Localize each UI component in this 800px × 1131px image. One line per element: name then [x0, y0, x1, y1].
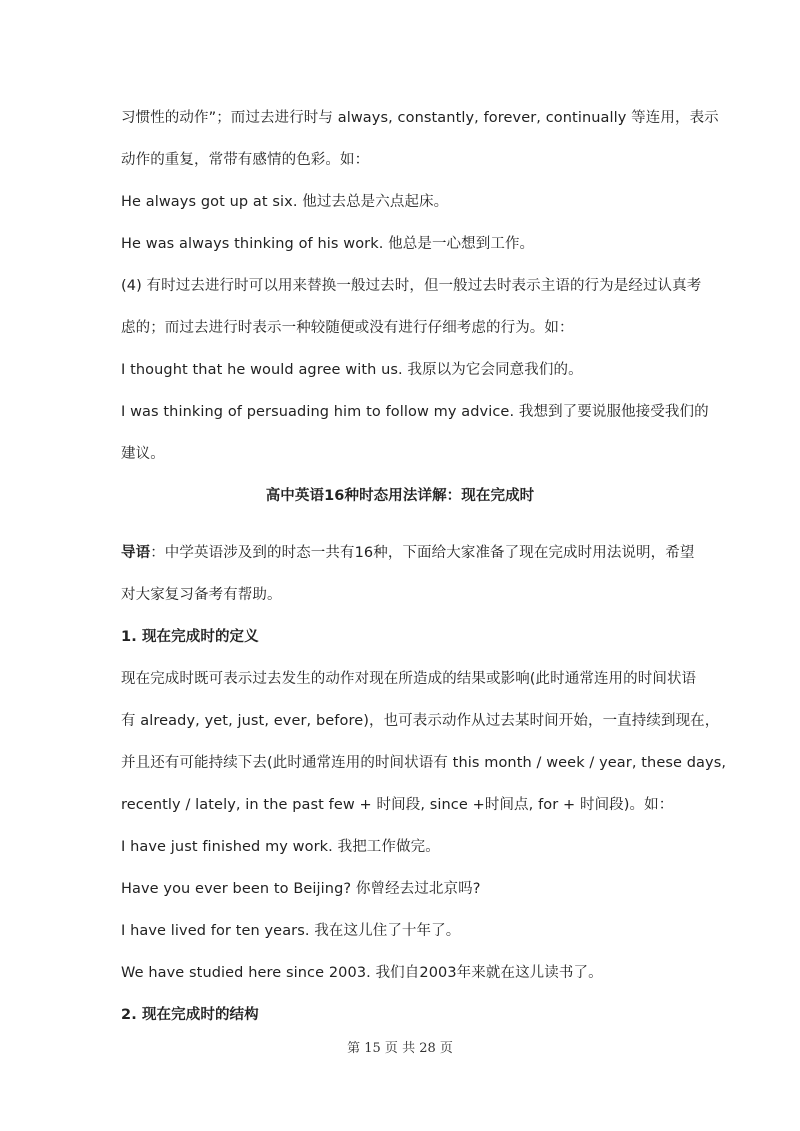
example-line-1: He always got up at six. 他过去总是六点起床。 — [121, 194, 449, 210]
body-line-5: 建议。 — [121, 446, 165, 462]
example-sentence-4: We have studied here since 2003. 我们自2003年来就在这儿读书了。 — [121, 965, 603, 981]
example-line-2: He was always thinking of his work. 他总是一心想到工作。 — [121, 236, 535, 252]
body-line-3: (4) 有时过去进行时可以用来替换一般过去时，但一般过去时表示主语的行为是经过认真考 — [121, 278, 702, 294]
intro-line-1 — [121, 543, 695, 563]
body-line-1: 习惯性的动作”；而过去进行时与 always, constantly, forever, continually 等连用，表示 — [121, 110, 719, 126]
example-sentence-1: I have just finished my work. 我把工作做完。 — [121, 839, 440, 855]
intro-line-2: 对大家复习备考有帮助。 — [121, 587, 282, 603]
example-sentence-3: I have lived for ten years. 我在这儿住了十年了。 — [121, 923, 461, 939]
example-line-4: I was thinking of persuading him to follow my advice. 我想到了要说服他接受我们的 — [121, 404, 709, 420]
intro-label: 导语 — [121, 545, 151, 561]
definition-line-4: recently / lately, in the past few + 时间段, since +时间点, for + 时间段)。如： — [121, 797, 674, 813]
definition-line-1: 现在完成时既可表示过去发生的动作对现在所造成的结果或影响(此时通常连用的时间状语 — [121, 671, 697, 687]
definition-line-2: 有 already, yet, just, ever, before)，也可表示动作从过去某时间开始，一直持续到现在， — [121, 713, 720, 729]
example-line-3: I thought that he would agree with us. 我原以为它会同意我们的。 — [121, 362, 583, 378]
intro-text: ：中学英语涉及到的时态一共有16种，下面给大家准备了现在完成时用法说明，希望 — [150, 545, 695, 561]
body-line-2: 动作的重复，常带有感情的色彩。如： — [121, 152, 370, 168]
example-sentence-2: Have you ever been to Beijing? 你曾经去过北京吗? — [121, 881, 481, 897]
section-title: 高中英语16种时态用法详解：现在完成时 — [265, 488, 535, 504]
page-footer: 第 15 页 共 28 页 — [347, 1041, 453, 1056]
body-line-4: 虑的；而过去进行时表示一种较随便或没有进行仔细考虑的行为。如： — [121, 320, 574, 336]
heading-definition: 1. 现在完成时的定义 — [121, 629, 259, 645]
heading-structure: 2. 现在完成时的结构 — [121, 1007, 259, 1023]
definition-line-3: 并且还有可能持续下去(此时通常连用的时间状语有 this month / week / year, these days, — [121, 755, 727, 771]
